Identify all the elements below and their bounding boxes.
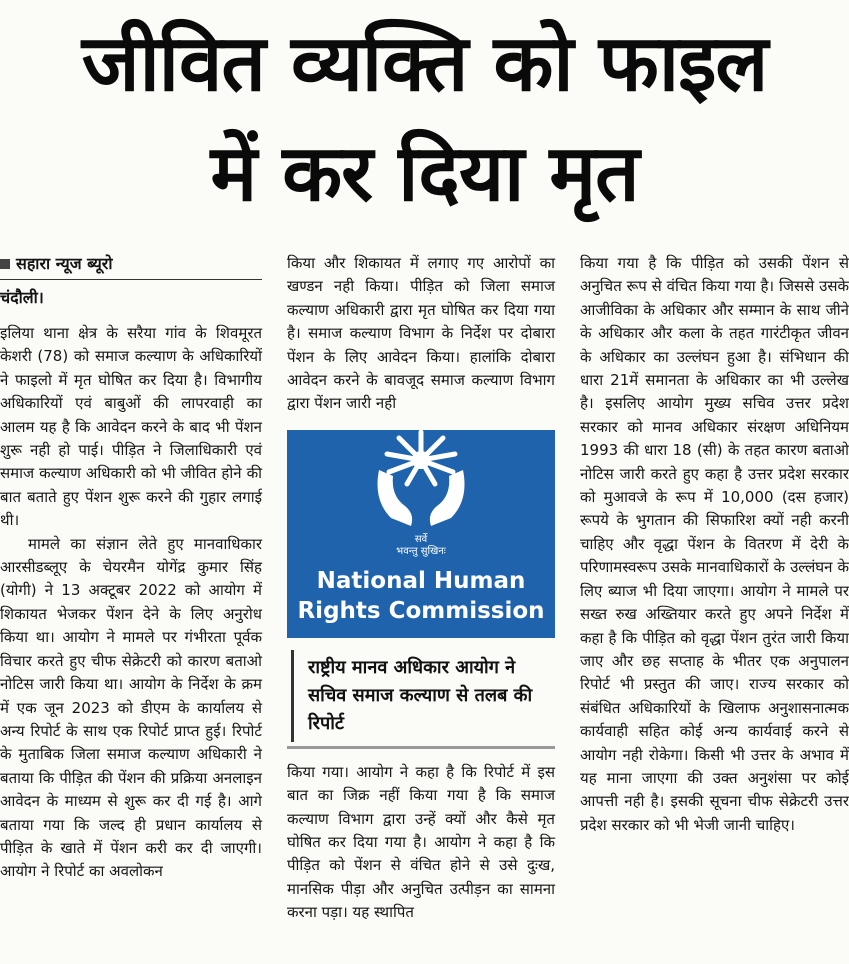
column-1-paragraph-2: मामले का संज्ञान लेते हुए मानवाधिकार आरसीडब्लूए के चेयरमैन योगेंद्र कुमार सिंह (योगी) ने 13 अक्टूबर 2022 को आयोग में शिकायत भेजकर पेंशन देने के लिए अनुरोध किया था। आयोग ने मामले पर गंभीरता पूर्वक विचार करते हुए चीफ सेक्रेटरी को कारण बताओ नोटिस जारी किया था। आयोग के निर्देश के क्रम में एक जून 2023 को डीएम के कार्यालय से अन्य रिपोर्ट के साथ एक रिपोर्ट प्राप्त हुई। रिपोर्ट के मुताबिक जिला समाज कल्याण अधिकारी ने बताया कि पीड़ित की पेंशन की प्रक्रिया अनलाइन आवेदन के माध्यम से शुरू कर दी गई है। आगे बताया गया कि जल्द ही प्रधान कार्यालय से पीड़ित के खाते में पेंशन करी कर दी जाएगी। आयोग ने रिपोर्ट का अवलोकन <box>0 534 262 881</box>
column-3-paragraph-1: किया गया है कि पीड़ित को उसकी पेंशन से अनुचित रूप से वंचित किया गया है। जिससे उसके आजीविका के अधिकार और सम्मान के साथ जीने के अधिकार और कला के तहत गारंटीकृत जीवन के अधिकार का उल्लंघन हुआ है। संभिधान की धारा 21में समानता के अधिकार का भी उल्लेख है। इसलिए आयोग मुख्य सचिव उत्तर प्रदेश सरकार को मानव अधिकार संरक्षण अधिनियम 1993 की धारा 18 (सी) के तहत कारण बताओ नोटिस जारी करते हुए कहा है उत्तर प्रदेश सरकार को मुआवजे के रूप में 10,000 (दस हजार) रूपये के भुगतान की सिफारिश क्यों नही करनी चाहिए और वृद्धा पेंशन के वितरण में देरी के परिणामस्वरूप उसके मानवाधिकारों के उल्लंघन के लिए ब्याज भी दिया जाएगा। आयोग ने मामले पर सख्त रुख अख्तियार करते हुए अपने निर्देश में कहा है कि पीड़ित को वृद्धा पेंशन तुरंत जारी किया जाए और छह सप्ताह के भीतर एक अनुपालन रिपोर्ट भी प्रस्तुत की जाए। राज्य सरकार को संबंधित अधिकारियों के खिलाफ अनुशासनात्मक कार्यवाही सहित कोई अन्य कार्यवाई करने से आयोग नही रोकेगा। किसी भी उत्तर के अभाव में यह माना जाएगा की उक्त अनुशंसा पर कोई आपत्ती नही है। इसकी सूचना चीफ सेक्रेटरी उत्तर प्रदेश सरकार को भी भेजी जानी चाहिए। <box>580 254 849 834</box>
logo-motto-line-1: सर्वे <box>414 533 428 545</box>
column-2-paragraph-2: किया गया। आयोग ने कहा है कि रिपोर्ट में इस बात का जिक्र नहीं किया गया है कि समाज कल्याण विभाग द्वारा उन्हें क्यों और कैसे मृत घोषित कर दिया गया है। आयोग ने कहा है कि पीड़ित को पेंशन से वंचित होने से उसे दुःख, मानसिक पीड़ा और अनुचित उत्पीड़न का सामना करना पड़ा। यह स्थापित <box>287 762 555 922</box>
column-2-paragraph-1: किया और शिकायत में लगाए गए आरोपों का खण्डन नही किया। पीड़ित को जिला समाज कल्याण अधिकारी द्वारा मृत घोषित कर दिया गया है। समाज कल्याण विभाग के निर्देश पर दोबारा पेंशन के लिए आवेदन किया। हालांकि दोबारा आवेदन करने के बावजूद समाज कल्याण विभाग द्वारा पेंशन जारी नही <box>287 254 555 413</box>
logo-text-line-2: Rights Commission <box>297 597 545 624</box>
pull-quote-divider <box>287 746 555 749</box>
column-1-paragraph-1: इलिया थाना क्षेत्र के सरैया गांव के शिवमूरत केशरी (78) को समाज कल्याण के अधिकारियों ने फाइलो में मृत घोषित कर दिया है। विभागीय अधिकारियों एवं बाबुओं की लापरवाही का आलम यह है कि आवेदन करने के बाद भी पेंशन शुरू नही हो पाई। पीड़ित ने जिलाधिकारी एवं समाज कल्याण अधिकारी को भी जीवित होने की बात बताते हुए पेंशन शुरू करने की गुहार लगाई थी। <box>0 324 262 530</box>
dateline-place: चंदौली। <box>0 288 44 307</box>
pull-quote: राष्ट्रीय मानव अधिकार आयोग ने सचिव समाज कल्याण से तलब की रिपोर्ट <box>291 650 555 742</box>
article-column-3 <box>580 252 849 837</box>
headline <box>0 8 849 228</box>
headline-line-2: में कर दिया मृत <box>210 129 639 219</box>
logo-text-line-1: National Human <box>316 567 526 594</box>
logo-motto-line-2: भवन्तु सुखिनः <box>396 545 446 557</box>
nhrc-logo <box>287 430 555 638</box>
byline <box>0 252 262 280</box>
article-column-1 <box>0 252 262 884</box>
byline-agency: सहारा न्यूज ब्यूरो <box>16 254 113 273</box>
bullet-square-icon <box>0 259 10 269</box>
article-column-2 <box>287 252 555 925</box>
headline-line-1: जीवित व्यक्ति को फाइल <box>81 19 768 109</box>
